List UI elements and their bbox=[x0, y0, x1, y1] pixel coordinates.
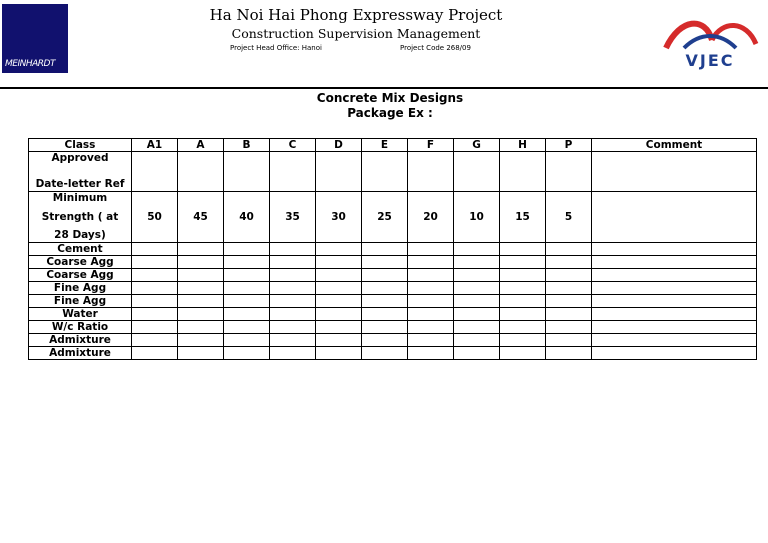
table-cell bbox=[224, 256, 270, 269]
table-cell bbox=[270, 282, 316, 295]
table-cell bbox=[454, 256, 500, 269]
row-label-line: 28 Days) bbox=[54, 229, 106, 241]
table-cell bbox=[362, 256, 408, 269]
table-cell bbox=[316, 243, 362, 256]
row-label-line: Minimum bbox=[52, 192, 108, 204]
table-cell bbox=[500, 256, 546, 269]
table-cell bbox=[178, 308, 224, 321]
table-cell bbox=[592, 295, 757, 308]
column-header: B bbox=[224, 139, 270, 152]
table-row bbox=[29, 321, 757, 334]
table-cell bbox=[132, 295, 178, 308]
table-cell bbox=[362, 334, 408, 347]
mix-design-table bbox=[28, 138, 757, 360]
vjec-logo-red-arc-right bbox=[712, 25, 756, 44]
table-cell bbox=[592, 334, 757, 347]
table-cell bbox=[316, 308, 362, 321]
table-cell bbox=[316, 334, 362, 347]
table-cell bbox=[132, 282, 178, 295]
project-code: Project Code 268/09 bbox=[400, 44, 471, 52]
table-cell bbox=[592, 282, 757, 295]
table-cell bbox=[224, 269, 270, 282]
table-header-row bbox=[29, 139, 757, 152]
table-cell bbox=[500, 347, 546, 360]
table-cell bbox=[270, 308, 316, 321]
table-cell bbox=[224, 347, 270, 360]
table-cell bbox=[592, 152, 757, 192]
row-label-line: Approved bbox=[51, 152, 109, 164]
document-title: Concrete Mix Designs bbox=[316, 91, 464, 105]
table-cell bbox=[408, 269, 454, 282]
table-cell bbox=[500, 295, 546, 308]
table-cell bbox=[178, 321, 224, 334]
table-cell bbox=[270, 321, 316, 334]
table-cell bbox=[224, 282, 270, 295]
table-cell bbox=[132, 334, 178, 347]
strength-value: 30 bbox=[316, 192, 362, 243]
table-cell bbox=[362, 308, 408, 321]
header-rule bbox=[0, 87, 768, 89]
table-cell bbox=[362, 321, 408, 334]
column-header: P bbox=[546, 139, 592, 152]
table-cell bbox=[362, 243, 408, 256]
row-label-line: Date-letter Ref bbox=[35, 178, 125, 190]
table-cell bbox=[408, 334, 454, 347]
table-cell bbox=[132, 243, 178, 256]
table-cell bbox=[546, 321, 592, 334]
table-cell bbox=[270, 152, 316, 192]
column-header: G bbox=[454, 139, 500, 152]
table-cell bbox=[178, 282, 224, 295]
strength-value: 10 bbox=[454, 192, 500, 243]
table-row bbox=[29, 256, 757, 269]
column-header: F bbox=[408, 139, 454, 152]
strength-value: 45 bbox=[178, 192, 224, 243]
row-label: Cement bbox=[29, 243, 132, 256]
table-cell bbox=[316, 256, 362, 269]
row-label-line bbox=[29, 165, 131, 178]
table-cell bbox=[362, 269, 408, 282]
strength-value: 5 bbox=[546, 192, 592, 243]
meinhardt-logo-text: MEINHARDT bbox=[5, 59, 55, 69]
table-cell bbox=[500, 321, 546, 334]
table-cell bbox=[592, 347, 757, 360]
table-cell bbox=[546, 152, 592, 192]
project-subtitle: Construction Supervision Management bbox=[231, 26, 481, 41]
table-cell bbox=[408, 152, 454, 192]
table-cell bbox=[316, 152, 362, 192]
table-cell bbox=[454, 269, 500, 282]
table-row bbox=[29, 295, 757, 308]
table-cell bbox=[592, 256, 757, 269]
table-cell bbox=[178, 256, 224, 269]
table-cell bbox=[408, 308, 454, 321]
table-cell bbox=[546, 308, 592, 321]
table-cell bbox=[408, 321, 454, 334]
row-label-line: Strength ( at bbox=[41, 211, 119, 223]
table-cell bbox=[178, 269, 224, 282]
table-cell bbox=[408, 256, 454, 269]
table-cell bbox=[408, 347, 454, 360]
table-cell bbox=[132, 347, 178, 360]
table-cell bbox=[224, 295, 270, 308]
table-row bbox=[29, 269, 757, 282]
table-cell bbox=[592, 243, 757, 256]
table-cell bbox=[178, 152, 224, 192]
table-cell bbox=[132, 269, 178, 282]
table-cell bbox=[592, 321, 757, 334]
table-cell bbox=[362, 295, 408, 308]
row-label: Coarse Agg bbox=[29, 269, 132, 282]
strength-value: 15 bbox=[500, 192, 546, 243]
strength-value: 40 bbox=[224, 192, 270, 243]
row-label: Admixture bbox=[29, 347, 132, 360]
table-cell bbox=[454, 295, 500, 308]
column-header: A bbox=[178, 139, 224, 152]
table-row-strength bbox=[29, 192, 757, 243]
table-cell bbox=[316, 295, 362, 308]
table-cell bbox=[454, 243, 500, 256]
vjec-logo-text: VJEC bbox=[685, 51, 735, 70]
table-cell bbox=[178, 295, 224, 308]
row-label: Fine Agg bbox=[29, 282, 132, 295]
row-label: Coarse Agg bbox=[29, 256, 132, 269]
table-cell bbox=[316, 269, 362, 282]
project-office: Project Head Office: Hanoi bbox=[230, 44, 322, 52]
table-cell bbox=[546, 269, 592, 282]
table-row-approved bbox=[29, 152, 757, 192]
table-cell bbox=[592, 269, 757, 282]
project-title: Ha Noi Hai Phong Expressway Project bbox=[209, 6, 503, 24]
table-row bbox=[29, 347, 757, 360]
table-cell bbox=[132, 321, 178, 334]
table-cell bbox=[408, 282, 454, 295]
table-cell bbox=[546, 282, 592, 295]
table-cell bbox=[132, 152, 178, 192]
table-cell bbox=[500, 308, 546, 321]
vjec-logo bbox=[660, 14, 760, 70]
table-cell bbox=[270, 334, 316, 347]
table-row bbox=[29, 243, 757, 256]
table-cell bbox=[592, 308, 757, 321]
table-cell bbox=[454, 321, 500, 334]
table-cell bbox=[454, 308, 500, 321]
row-label: Fine Agg bbox=[29, 295, 132, 308]
table-cell bbox=[546, 295, 592, 308]
row-label-approved bbox=[29, 152, 132, 192]
column-header: H bbox=[500, 139, 546, 152]
strength-value: 35 bbox=[270, 192, 316, 243]
table-cell bbox=[454, 152, 500, 192]
table-cell bbox=[270, 256, 316, 269]
table-cell bbox=[270, 243, 316, 256]
table-cell bbox=[270, 269, 316, 282]
table-cell bbox=[178, 334, 224, 347]
package-label: Package Ex : bbox=[347, 106, 433, 120]
row-label: Admixture bbox=[29, 334, 132, 347]
table-cell bbox=[454, 334, 500, 347]
row-label-strength bbox=[29, 192, 132, 243]
row-label: W/c Ratio bbox=[29, 321, 132, 334]
table-cell bbox=[178, 347, 224, 360]
table-cell bbox=[224, 308, 270, 321]
table-cell bbox=[362, 347, 408, 360]
table-cell bbox=[224, 334, 270, 347]
column-header: Comment bbox=[592, 139, 757, 152]
table-cell bbox=[224, 243, 270, 256]
table-cell bbox=[362, 282, 408, 295]
strength-comment bbox=[592, 192, 757, 243]
table-cell bbox=[270, 347, 316, 360]
column-header: C bbox=[270, 139, 316, 152]
table-cell bbox=[362, 152, 408, 192]
table-cell bbox=[408, 243, 454, 256]
table-cell bbox=[270, 295, 316, 308]
table-cell bbox=[132, 308, 178, 321]
table-cell bbox=[316, 347, 362, 360]
table-cell bbox=[500, 282, 546, 295]
table-cell bbox=[224, 152, 270, 192]
column-header: E bbox=[362, 139, 408, 152]
table-cell bbox=[132, 256, 178, 269]
table-row bbox=[29, 282, 757, 295]
table-cell bbox=[408, 295, 454, 308]
table-cell bbox=[546, 334, 592, 347]
strength-value: 20 bbox=[408, 192, 454, 243]
table-cell bbox=[454, 347, 500, 360]
column-header: A1 bbox=[132, 139, 178, 152]
row-label: Water bbox=[29, 308, 132, 321]
table-cell bbox=[316, 321, 362, 334]
table-cell bbox=[500, 334, 546, 347]
table-cell bbox=[546, 347, 592, 360]
table-cell bbox=[224, 321, 270, 334]
table-cell bbox=[546, 243, 592, 256]
column-header: Class bbox=[29, 139, 132, 152]
table-cell bbox=[178, 243, 224, 256]
table-cell bbox=[454, 282, 500, 295]
table-cell bbox=[500, 243, 546, 256]
table-cell bbox=[500, 269, 546, 282]
column-header: D bbox=[316, 139, 362, 152]
table-cell bbox=[316, 282, 362, 295]
table-cell bbox=[500, 152, 546, 192]
table-row bbox=[29, 334, 757, 347]
table-cell bbox=[546, 256, 592, 269]
vjec-logo-blue-arc bbox=[684, 36, 736, 48]
strength-value: 25 bbox=[362, 192, 408, 243]
strength-value: 50 bbox=[132, 192, 178, 243]
table-row bbox=[29, 308, 757, 321]
